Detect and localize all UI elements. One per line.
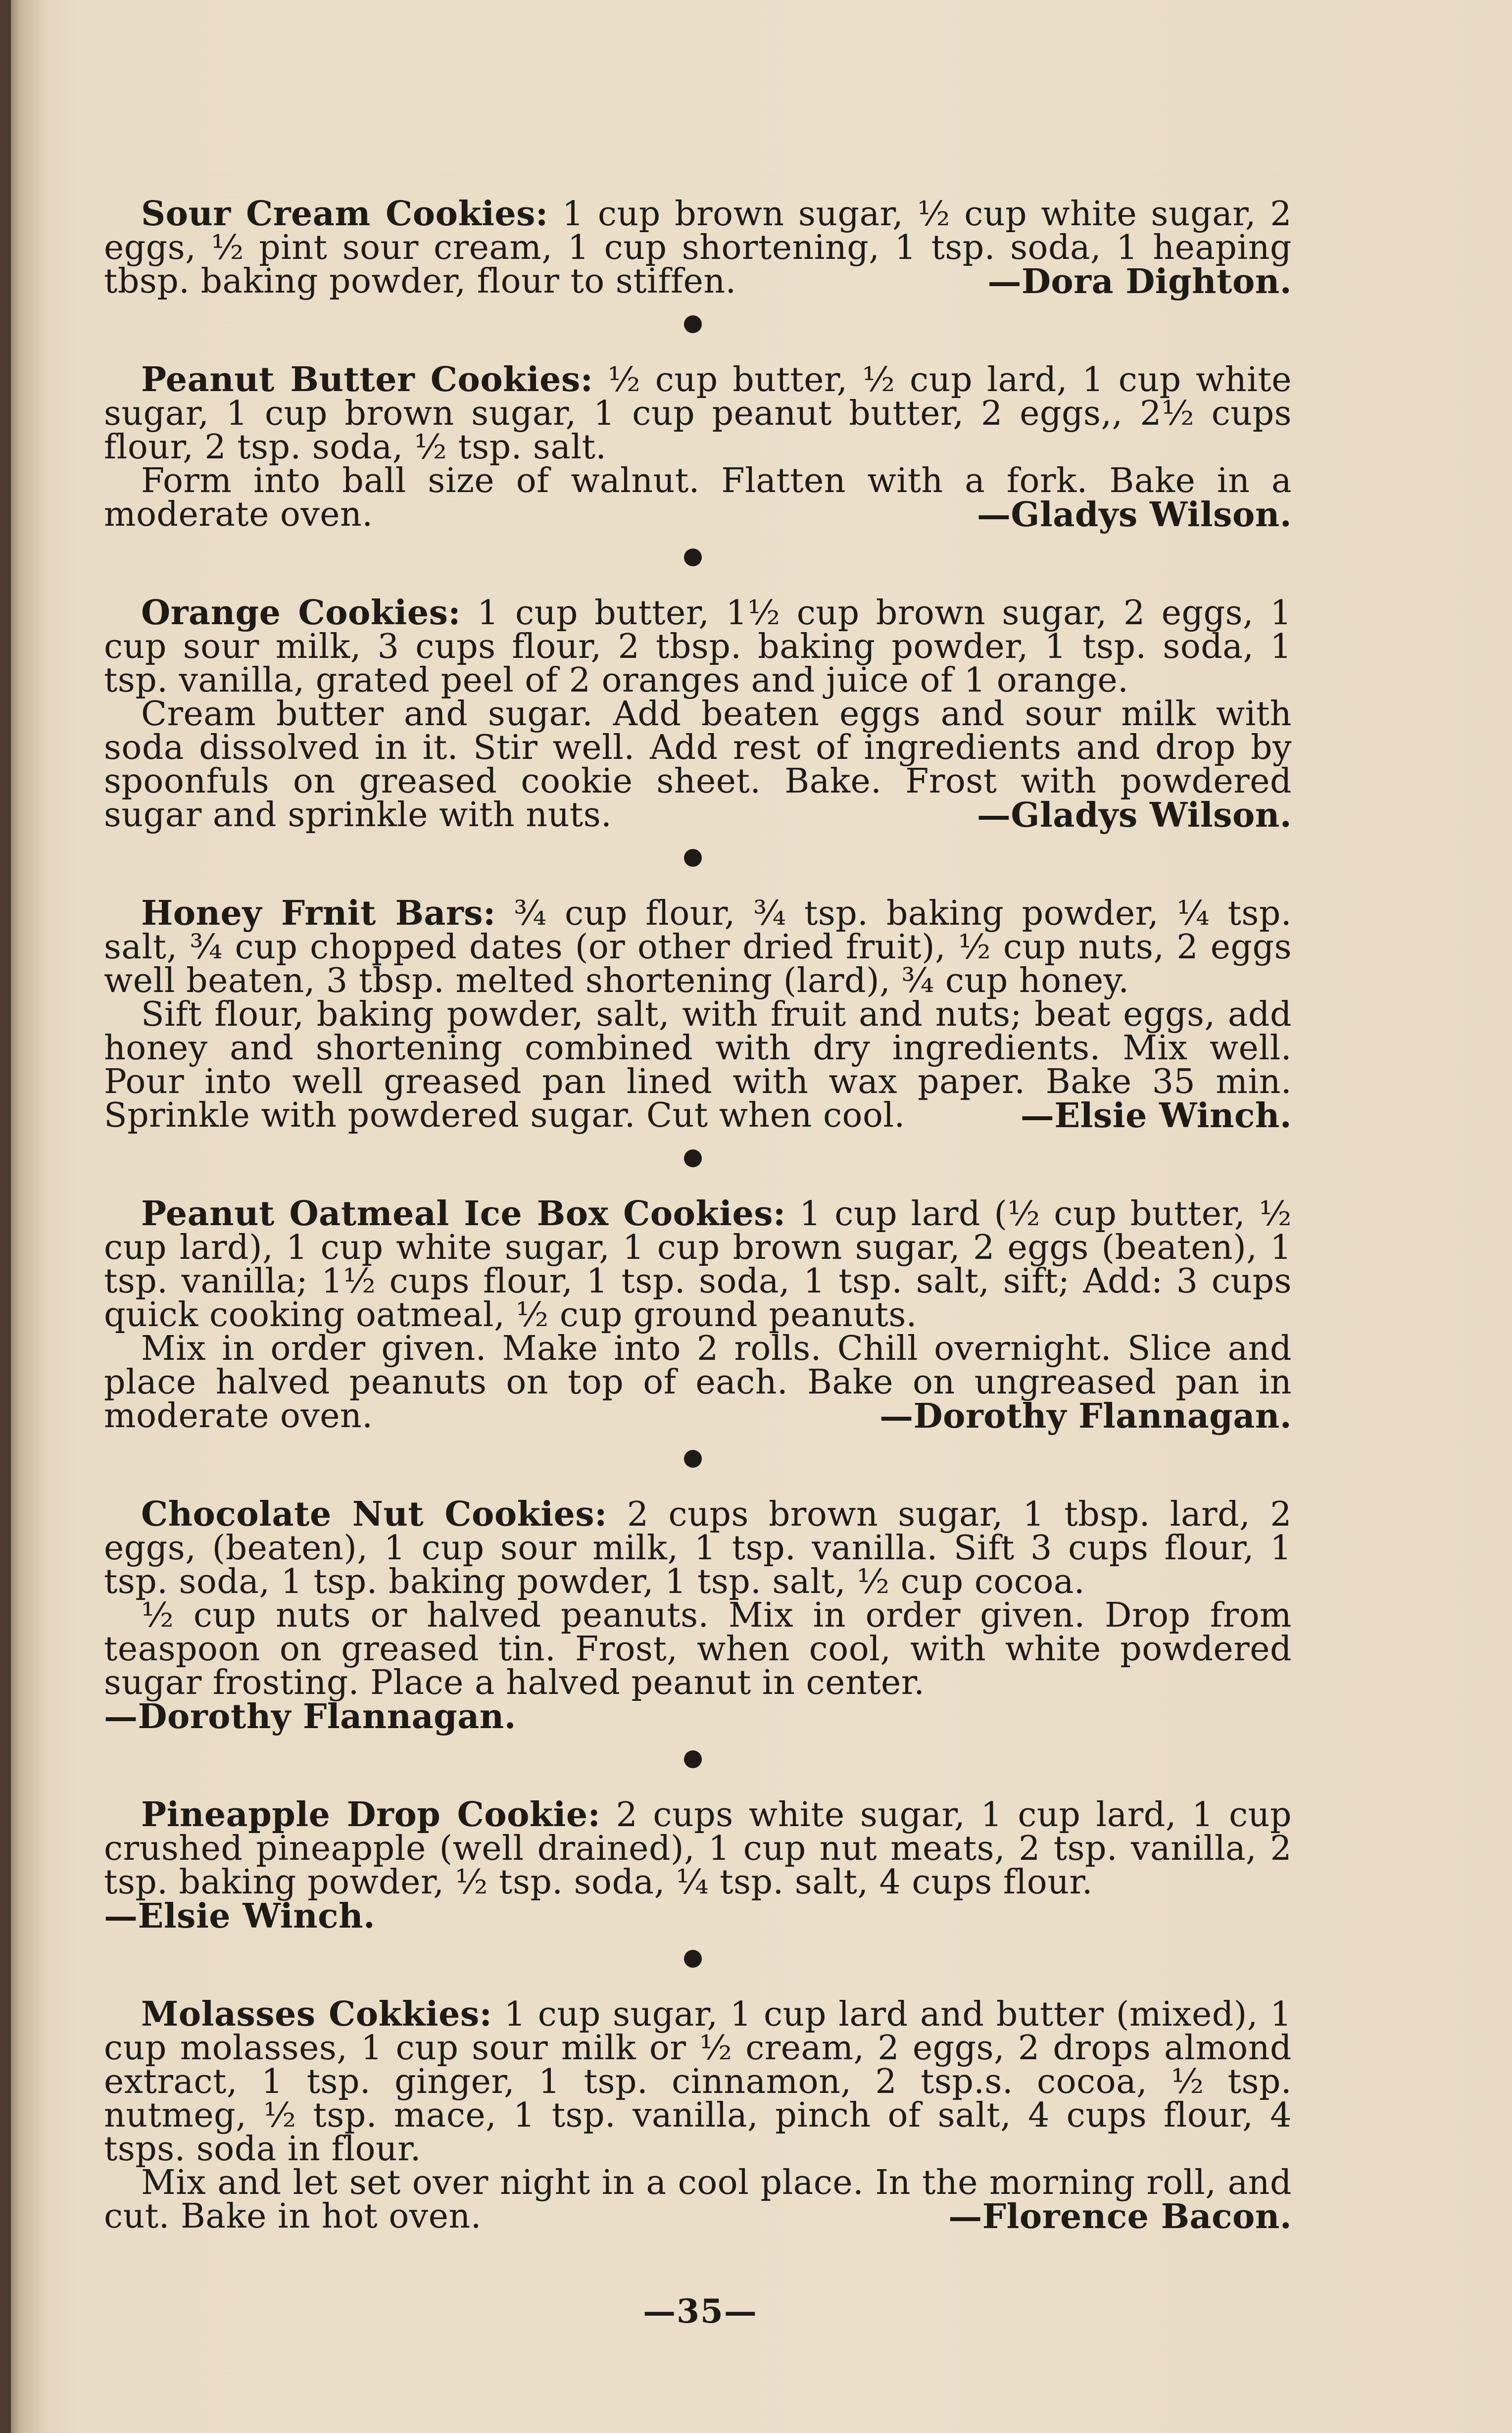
recipe-author: —Dorothy Flannagan. xyxy=(104,1697,516,1737)
recipe-column xyxy=(104,194,1292,2236)
recipe-author: —Gladys Wilson. xyxy=(976,495,1292,535)
recipe-method: ½ cup nuts or halved peanuts. Mix in order given. Drop from teaspoon on greased tin. Frost, when cool, with white powdered sugar frosting. Place a halved peanut in center. xyxy=(104,1596,1292,1702)
recipe-title: Sour Cream Cookies: xyxy=(141,194,548,234)
recipe-chocolate-nut-cookies xyxy=(104,1494,1292,1737)
recipe-ingredients: 2 cups brown sugar, 1 tbsp. lard, 2 eggs, (beaten), 1 cup sour milk, 1 tsp. vanilla. Sift 3 cups flour, 1 tsp. soda, 1 tsp. baking powder, 1 tsp. salt, ½ cup cocoa. xyxy=(104,1495,1292,1601)
recipe-sour-cream-cookies xyxy=(104,194,1292,301)
recipe-author: —Elsie Winch. xyxy=(1020,1096,1292,1136)
recipe-ingredients: ¾ cup flour, ¾ tsp. baking powder, ¼ tsp. salt, ¾ cup chopped dates (or other dried fruit), ½ cup nuts, 2 eggs well beaten, 3 tbsp. melted shortening (lard), ¾ cup honey. xyxy=(104,894,1292,1000)
recipe-author: —Gladys Wilson. xyxy=(976,795,1292,835)
page-number: —35— xyxy=(643,2292,758,2331)
separator-bullet xyxy=(104,298,1292,363)
recipe-ingredients: 2 cups white sugar, 1 cup lard, 1 cup crushed pineapple (well drained), 1 cup nut meats, 2 tsp. vanilla, 2 tsp. baking powder, ½ tsp. soda, ¼ tsp. salt, 4 cups flour. xyxy=(104,1795,1292,1902)
recipe-method: Mix in order given. Make into 2 rolls. Chill overnight. Slice and place halved peanuts on top of each. Bake on ungreased pan in moderate oven. xyxy=(104,1329,1292,1436)
separator-bullet xyxy=(104,532,1292,596)
separator-bullet xyxy=(104,832,1292,896)
recipe-pineapple-drop-cookie xyxy=(104,1795,1292,1936)
recipe-peanut-butter-cookies xyxy=(104,360,1292,535)
binding-gutter xyxy=(0,0,11,2433)
recipe-ingredients: 1 cup sugar, 1 cup lard and butter (mixed), 1 cup molasses, 1 cup sour milk or ½ cream, 2 eggs, 2 drops almond extract, 1 tsp. ginger, 1 tsp. cinnamon, 2 tsp.s. cocoa, ½ tsp. nutmeg, ½ tsp. mace, 1 tsp. vanilla, pinch of salt, 4 cups flour, 4 tsps. soda in flour. xyxy=(104,1995,1292,2169)
recipe-molasses-cookies xyxy=(104,1994,1292,2236)
separator-bullet xyxy=(104,1433,1292,1497)
recipe-ingredients: ½ cup butter, ½ cup lard, 1 cup white sugar, 1 cup brown sugar, 1 cup peanut butter, 2 eggs,, 2½ cups flour, 2 tsp. soda, ½ tsp. salt. xyxy=(104,360,1292,467)
recipe-honey-fruit-bars xyxy=(104,894,1292,1136)
recipe-method: Form into ball size of walnut. Flatten with a fork. Bake in a moderate oven. xyxy=(104,461,1292,534)
recipe-ingredients: 1 cup lard (½ cup butter, ½ cup lard), 1 cup white sugar, 1 cup brown sugar, 2 eggs (beaten), 1 tsp. vanilla; 1½ cups flour, 1 tsp. soda, 1 tsp. salt, sift; Add: 3 cups quick cooking oatmeal, ½ cup ground peanuts. xyxy=(104,1194,1292,1335)
recipe-ingredients: 1 cup brown sugar, ½ cup white sugar, 2 eggs, ½ pint sour cream, 1 cup shortening, 1 tsp. soda, 1 heaping tbsp. baking powder, flour to stiffen. xyxy=(104,195,1292,301)
recipe-author: —Florence Bacon. xyxy=(948,2197,1292,2236)
separator-bullet xyxy=(104,1933,1292,1997)
recipe-title: Orange Cookies: xyxy=(141,593,461,633)
recipe-ingredients: 1 cup butter, 1½ cup brown sugar, 2 eggs, 1 cup sour milk, 3 cups flour, 2 tbsp. baking powder, 1 tsp. soda, 1 tsp. vanilla, grated peel of 2 oranges and juice of 1 orange. xyxy=(104,594,1292,700)
recipe-method: Mix and let set over night in a cool place. In the morning roll, and cut. Bake in hot oven. xyxy=(104,2163,1292,2236)
recipe-author: —Dorothy Flannagan. xyxy=(879,1396,1292,1436)
recipe-title: Peanut Butter Cookies: xyxy=(141,360,593,399)
recipe-method: Sift flour, baking powder, salt, with fruit and nuts; beat eggs, add honey and shortening combined with dry ingredients. Mix well. Pour into well greased pan lined with wax paper. Bake 35 min. Sprinkle with powdered sugar. Cut when cool. xyxy=(104,995,1292,1135)
recipe-title: Honey Frnit Bars: xyxy=(141,894,496,933)
recipe-method: Cream butter and sugar. Add beaten eggs and sour milk with soda dissolved in it. Stir well. Add rest of ingredients and drop by spoonfuls on greased cookie sheet. Bake. Frost with powdered sugar and sprinkle with nuts. xyxy=(104,695,1292,835)
recipe-author: —Elsie Winch. xyxy=(104,1896,376,1936)
separator-bullet xyxy=(104,1133,1292,1197)
recipe-title: Pineapple Drop Cookie: xyxy=(141,1795,601,1835)
recipe-author: —Dora Dighton. xyxy=(987,262,1292,301)
recipe-title: Molasses Cokkies: xyxy=(141,1994,492,2034)
recipe-title: Peanut Oatmeal Ice Box Cookies: xyxy=(141,1194,786,1234)
separator-bullet xyxy=(104,1734,1292,1798)
recipe-peanut-oatmeal-ice-box-cookies xyxy=(104,1194,1292,1436)
recipe-orange-cookies xyxy=(104,593,1292,835)
recipe-title: Chocolate Nut Cookies: xyxy=(141,1494,607,1534)
